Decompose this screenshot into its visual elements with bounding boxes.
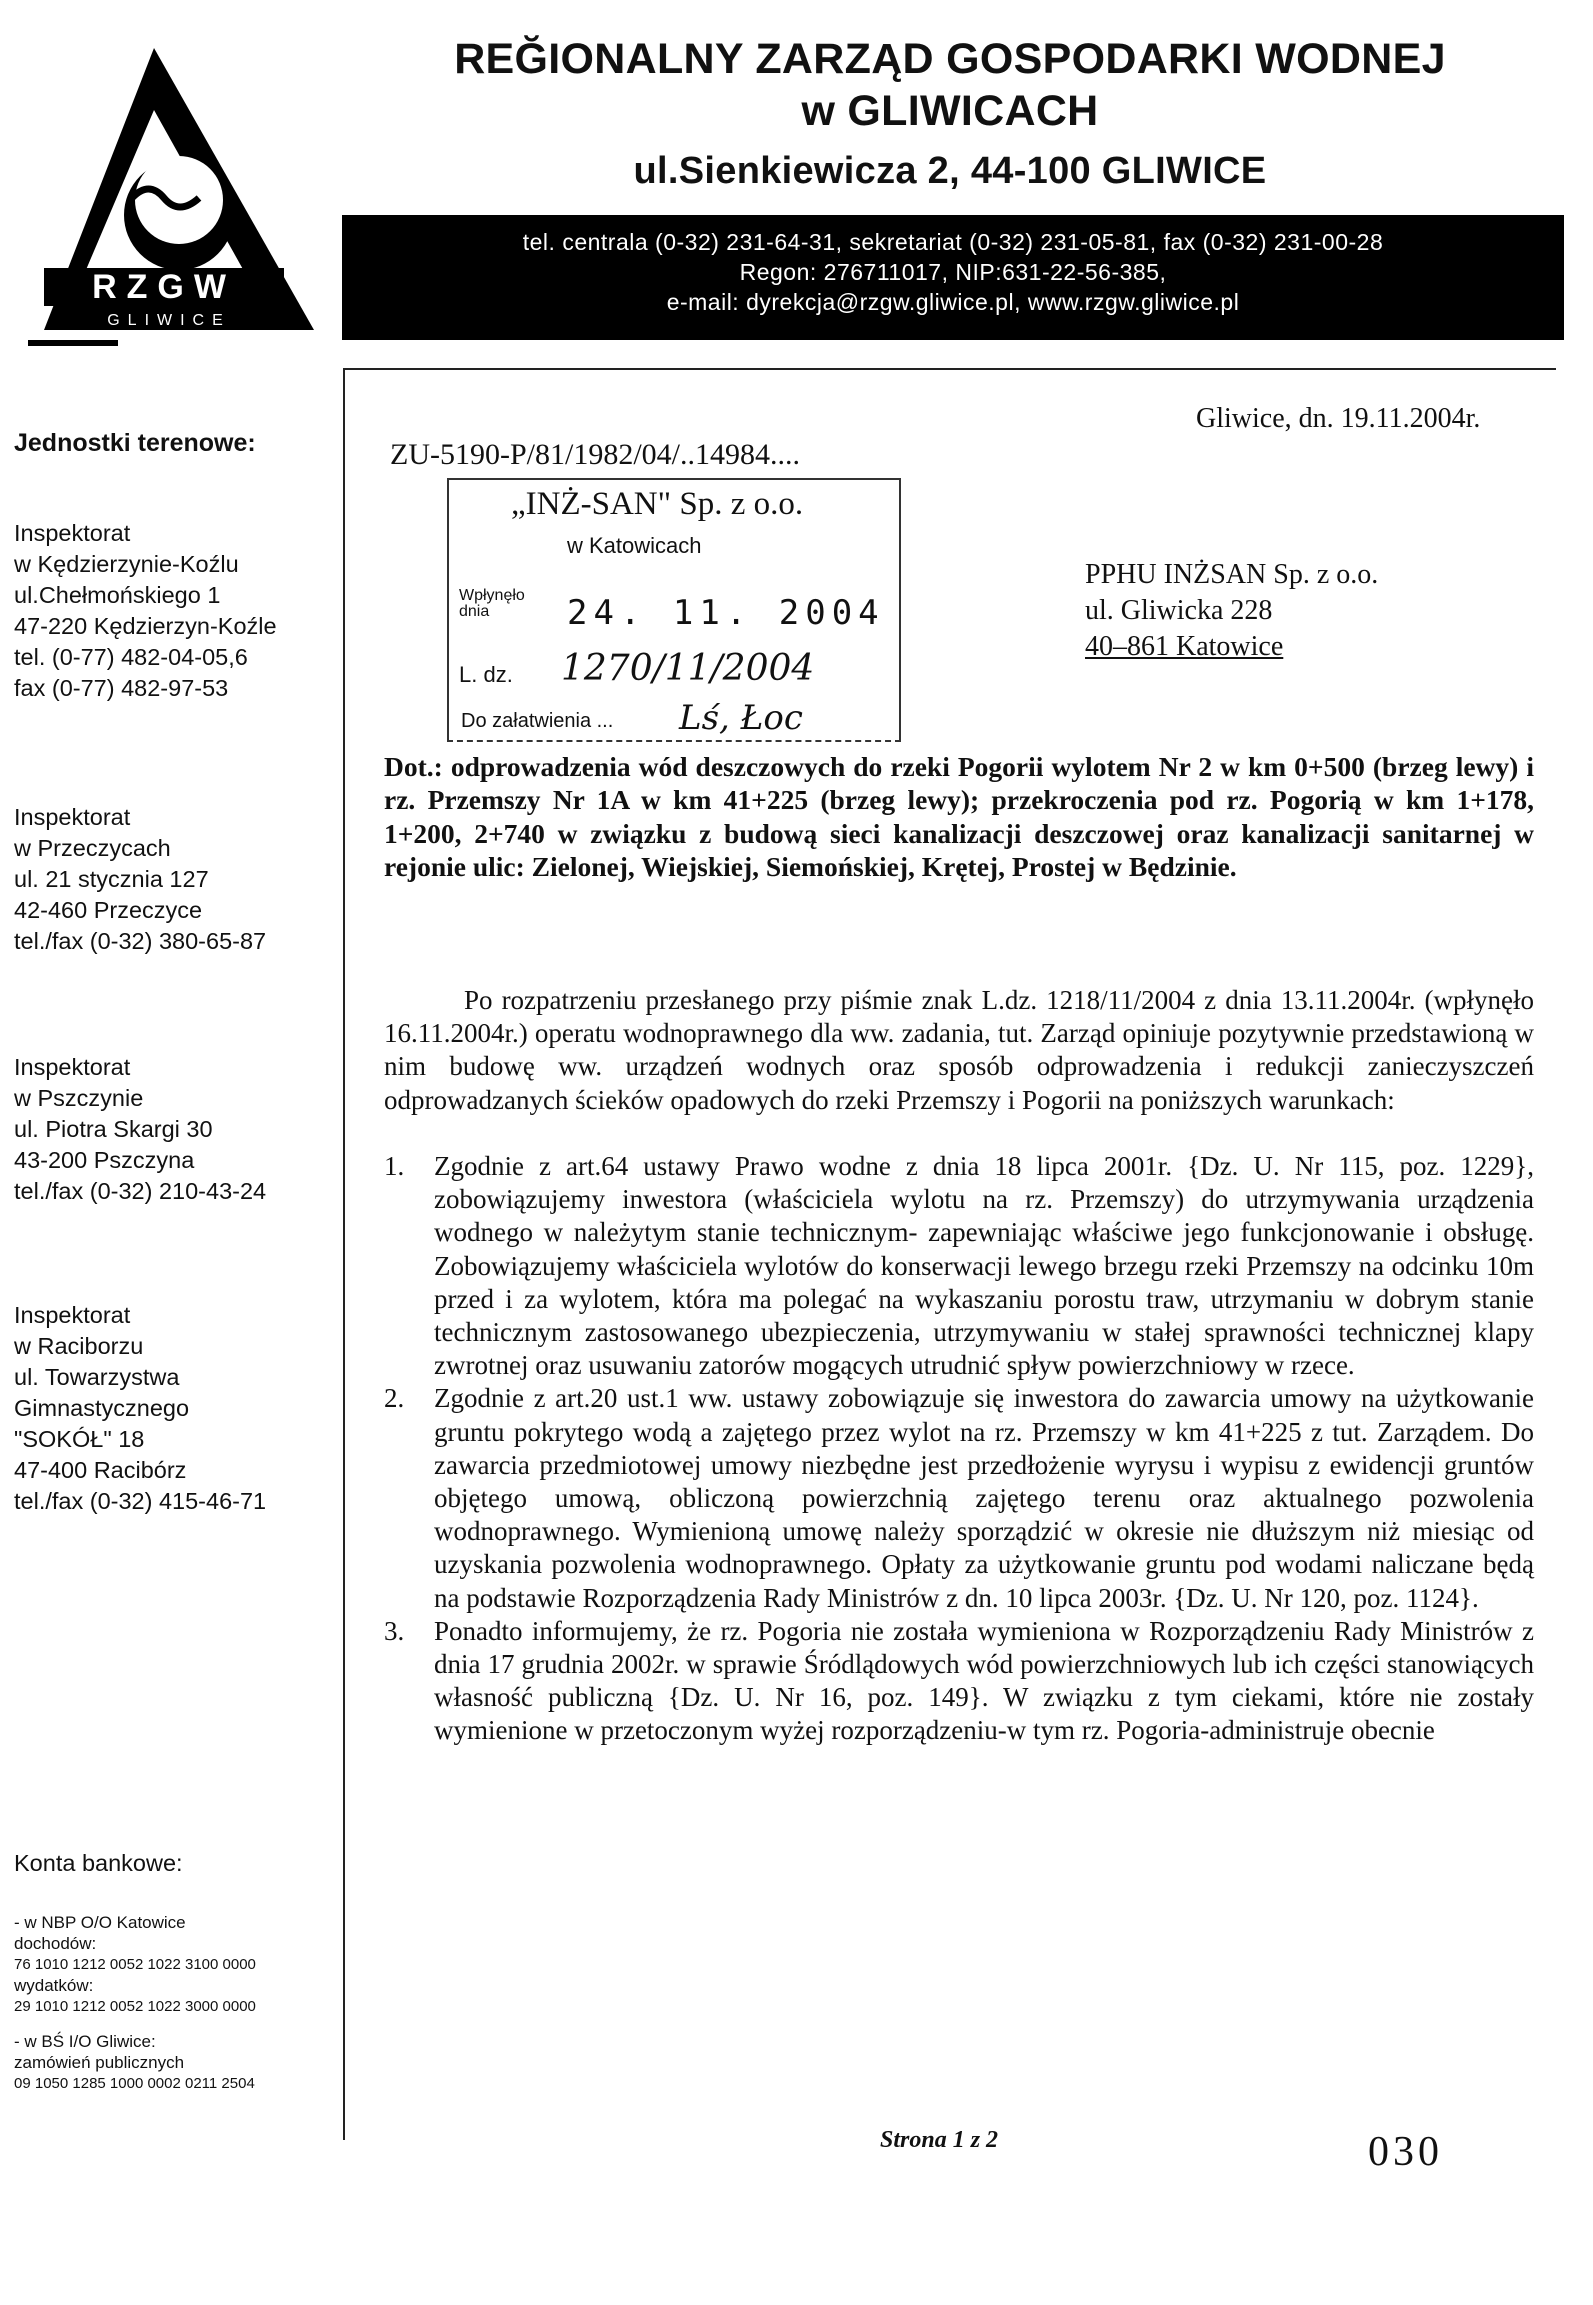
rzgw-logo-icon: [14, 40, 329, 360]
rzgw-logo: [14, 40, 329, 360]
logo-text: RZGW: [92, 268, 236, 306]
bank-title: Konta bankowe:: [14, 1850, 183, 1876]
bank-accounts: - w NBP O/O Katowice dochodów: 76 1010 1212 0052 1022 3100 0000 wydatków: 29 1010 1212 0052 1022 3000 0000 - w BŚ I/O Gliwice: zamówień publicznych 09 1050 1285 1000 0002 0211 2504: [14, 1913, 256, 2092]
list-item: [384, 1382, 1534, 1614]
intro-paragraph: Po rozpatrzeniu przesłanego przy piśmie znak L.dz. 1218/11/2004 z dnia 13.11.2004r. (wpłynęło 16.11.2004r.) operatu wodnoprawnego dla ww. zadania, tut. Zarząd opiniuje pozytywnie przedstawioną w nim budowę ww. urządzeń wodnych oraz sposób odprowadzenia i redukcji zanieczyszczeń odprowadzanych ścieków opadowych do rzeki Przemszy i Pogorii na poniższych warunkach:: [384, 985, 1534, 1115]
reference-number: ZU-5190-P/81/1982/04/..14984....: [390, 438, 800, 471]
stamp-ldz-label: L. dz.: [459, 662, 513, 687]
place-date: Gliwice, dn. 19.11.2004r.: [1196, 403, 1481, 434]
conditions-list: [384, 1150, 1534, 1748]
stamp-received-date: 24. 11. 2004: [567, 593, 885, 633]
list-item-number: 1.: [384, 1151, 405, 1181]
stamp-handle-value: Lś, Łoc: [679, 698, 803, 738]
received-stamp: [447, 478, 901, 742]
unit-przeczyce: Inspektorat w Przeczycach ul. 21 stycznia 127 42-460 Przeczyce tel./fax (0-32) 380-65-87: [14, 804, 267, 954]
list-item-number: 2.: [384, 1383, 405, 1414]
stamp-received-label: Wpłynęło dnia: [459, 587, 525, 620]
recipient-address: PPHU INŻSAN Sp. z o.o. ul. Gliwicka 228 40–861 Katowice: [1085, 559, 1379, 662]
list-item: [384, 1615, 1534, 1748]
contact-email: e-mail: dyrekcja@rzgw.gliwice.pl, www.rzgw.gliwice.pl: [666, 289, 1240, 315]
page-number: Strona 1 z 2: [880, 2127, 999, 2153]
stamp-handle-label: Do załatwienia ...: [461, 710, 614, 732]
list-item-text: Zgodnie z art.64 ustawy Prawo wodne z dnia 18 lipca 2001r. {Dz. U. Nr 115, poz. 1229}, zobowiązujemy inwestora (właściciela wylotu na rz. Przemszy) do utrzymywania urządzenia wodnego w należytym stanie technicznym- zapewniając właściwe jego funkcjonowanie i obsługę. Zobowiązujemy właściciela wylotów do konserwacji lewego brzegu rzeki Przemszy na odcinku 10m przed i za wylotem, która ma polegać na wykaszaniu porostu traw, utrzymaniu w dobrym stanie technicznym zastosowanego ubezpieczenia, utrzymywaniu w stałej sprawności technicznej klapy zwrotnej oraz usuwaniu zatorów mogących utrudnić spływ powierzchniowy w rzece.: [434, 1151, 1534, 1381]
logo-subtext: GLIWICE: [107, 312, 231, 329]
list-item-number: 3.: [384, 1615, 405, 1646]
org-name: REĞIONALNY ZARZĄD GOSPODARKI WODNEJ: [454, 35, 1446, 83]
document-number: 030: [1368, 2129, 1443, 2175]
divider-top: [343, 368, 1556, 370]
list-item: [384, 1150, 1534, 1382]
divider-left: [343, 368, 345, 2140]
stamp-company: „INŻ-SAN" Sp. z o.o.: [511, 486, 804, 522]
contact-phones: tel. centrala (0-32) 231-64-31, sekretariat (0-32) 231-05-81, fax (0-32) 231-00-28: [522, 229, 1384, 255]
sidebar-title: Jednostki terenowe:: [14, 429, 256, 457]
stamp-city: w Katowicach: [567, 533, 702, 558]
unit-pszczyna: Inspektorat w Pszczynie ul. Piotra Skargi 30 43-200 Pszczyna tel./fax (0-32) 210-43-24: [14, 1054, 267, 1204]
org-address: ul.Sienkiewicza 2, 44-100 GLIWICE: [633, 150, 1267, 192]
subject: Dot.: odprowadzenia wód deszczowych do rzeki Pogorii wylotem Nr 2 w km 0+500 (brzeg lewy) i rz. Przemszy Nr 1A w km 41+225 (brzeg lewy); przekroczenia pod rz. Pogorią w km 1+178, 1+200, 2+740 w związku z budową sieci kanalizacji deszczowej oraz kanalizacji sanitarnej w rejonie ulic: Zielonej, Wiejskiej, Siemońskiej, Krętej, Prostej w Będzinie.: [384, 751, 1534, 882]
org-city: w GLIWICACH: [801, 87, 1099, 135]
unit-kedzierzyn: Inspektorat w Kędzierzynie-Koźlu ul.Chełmońskiego 1 47-220 Kędzierzyn-Koźle tel. (0-77) 482-04-05,6 fax (0-77) 482-97-53: [14, 520, 277, 701]
unit-raciborz: Inspektorat w Raciborzu ul. Towarzystwa Gimnastycznego "SOKÓŁ" 18 47-400 Racibórz tel./fax (0-32) 415-46-71: [14, 1302, 267, 1514]
contact-bar: [342, 215, 1564, 340]
contact-regon: Regon: 276711017, NIP:631-22-56-385,: [739, 259, 1167, 285]
stamp-ldz-value: 1270/11/2004: [561, 648, 815, 689]
list-item-text: Ponadto informujemy, że rz. Pogoria nie została wymieniona w Rozporządzeniu Rady Ministrów z dnia 17 grudnia 2002r. w sprawie Śródlądowych wód powierzchniowych lub ich części stanowiących własność publiczną {Dz. U. Nr 16, poz. 149}. W związku z tym ciekami, które nie zostały wymienione w przetoczonym wyżej rozporządzeniu-w tym rz. Pogoria-administruje obecnie: [434, 1615, 1534, 1746]
list-item-text: Zgodnie z art.20 ust.1 ww. ustawy zobowiązuje się inwestora do zawarcia umowy na użytkowanie gruntu pokrytego wodą a zajętego przez wylot na rz. Przemszy w km 41+225 z tut. Zarządem. Do zawarcia przedmiotowej umowy niezbędne jest przedłożenie wyrysu i wypisu z ewidencji gruntów objętego umową, obliczoną powierzchnią zajętego terenu oraz aktualnego pozwolenia wodnoprawnego. Wymienioną umowę należy sporządzić w okresie nie dłuższym niż miesiąc od uzyskania pozwolenia wodnoprawnego. Opłaty za użytkowanie gruntu pod wodami naliczane będą na podstawie Rozporządzenia Rady Ministrów z dn. 10 lipca 2003r. {Dz. U. Nr 120, poz. 1124}.: [434, 1383, 1534, 1613]
